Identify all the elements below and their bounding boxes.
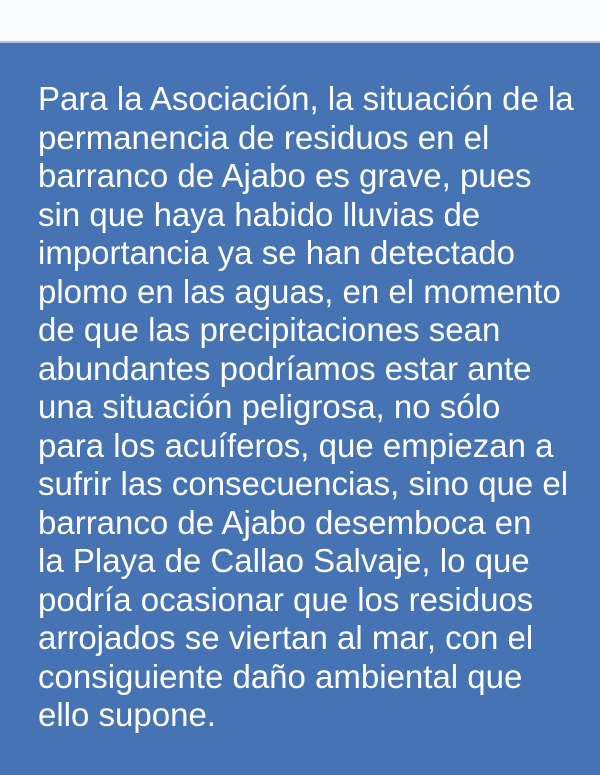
quote-line: Para la Asociación, la situación de la xyxy=(38,80,574,117)
quote-line: ello supone. xyxy=(38,696,216,733)
quote-box xyxy=(0,41,600,775)
quote-line: una situación peligrosa, no sólo xyxy=(38,388,501,425)
quote-line: permanencia de residuos en el xyxy=(38,118,490,156)
quote-line: podría ocasionar que los residuos xyxy=(38,580,534,618)
quote-line: barranco de Ajabo es grave, pues xyxy=(38,157,532,194)
quote-line: abundantes podríamos estar ante xyxy=(38,349,532,387)
quote-line: importancia ya se han detectado xyxy=(38,234,515,271)
quote-line: plomo en las aguas, en el momento xyxy=(38,272,561,310)
quote-line: para los acuíferos, que empiezan a xyxy=(38,426,554,464)
quote-line: sufrir las consecuencias, sino que el xyxy=(38,465,569,502)
quote-text-block xyxy=(0,43,600,735)
quote-line: sin que haya habido lluvias de xyxy=(38,195,481,233)
quote-line: barranco de Ajabo desemboca en xyxy=(38,503,532,541)
quote-line: de que las precipitaciones sean xyxy=(38,311,501,348)
quote-line: la Playa de Callao Salvaje, lo que xyxy=(38,542,530,579)
quote-line: arrojados se viertan al mar, con el xyxy=(38,619,534,656)
quote-line: consiguiente daño ambiental que xyxy=(38,657,523,695)
